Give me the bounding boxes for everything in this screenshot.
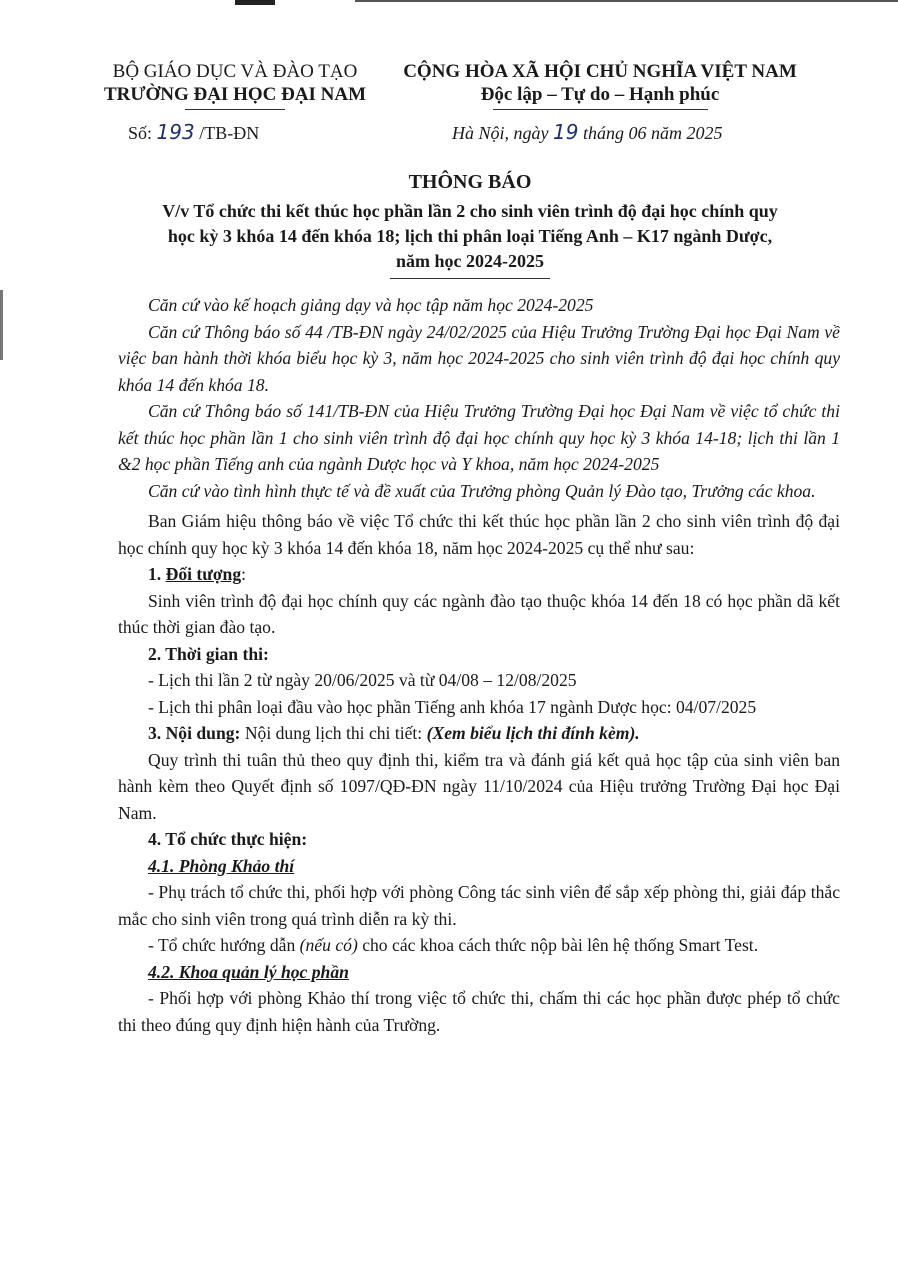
- legal-basis: Căn cứ vào tình hình thực tế và đề xuất của Trưởng phòng Quản lý Đào tạo, Trưởng các khoa.: [148, 480, 816, 501]
- scan-edge-left: [0, 290, 3, 360]
- section-4-heading: 4. Tổ chức thực hiện:: [148, 829, 308, 849]
- procedure-paragraph: Quy trình thi tuân thủ theo quy định thi, kiểm tra và đánh giá kết quả học tập của sinh viên ban hành kèm theo Quyết định số 1097/QĐ-ĐN ngày 11/10/2024 của Hiệu trưởng Trường Đại học Đại Nam.: [118, 749, 840, 823]
- exam-schedule-item: - Lịch thi lần 2 từ ngày 20/06/2025 và từ 04/08 – 12/08/2025: [148, 670, 577, 690]
- intro-paragraph: Ban Giám hiệu thông báo về việc Tổ chức thi kết thúc học phần lần 2 cho sinh viên trình độ đại học chính quy học kỳ 3 khóa 14 đến khóa 18, năm học 2024-2025 cụ thể như sau:: [118, 511, 840, 558]
- section-3-heading: 3. Nội dung:: [148, 723, 241, 743]
- section-title: Đối tượng: [165, 564, 242, 584]
- subject-line: học kỳ 3 khóa 14 đến khóa 18; lịch thi phân loại Tiếng Anh – K17 ngành Dược,: [167, 226, 773, 246]
- subsection-4-2-heading: 4.2. Khoa quản lý học phần: [148, 961, 349, 982]
- date-line: [452, 120, 722, 144]
- legal-basis: Căn cứ Thông báo số 141/TB-ĐN của Hiệu Trưởng Trường Đại học Đại Nam về việc tổ chức thi kết thúc học phần lần 1 cho sinh viên trình độ đại học chính quy học kỳ 3 khóa 14-18; lịch thi lần 1 &2 học phần Tiếng anh của ngành Dược học và Y khoa, năm học 2024-2025: [118, 401, 840, 474]
- date-suffix: tháng 06 năm 2025: [582, 123, 723, 143]
- motto-underline: [493, 109, 708, 110]
- task-text: - Tổ chức hướng dẫn: [148, 935, 296, 955]
- document-number: [128, 120, 259, 144]
- doc-no-prefix: Số:: [128, 123, 153, 143]
- section-2-heading: 2. Thời gian thi:: [148, 643, 269, 664]
- document-body: [118, 292, 840, 1038]
- scan-edge-top: [0, 0, 898, 6]
- task-item: [118, 932, 840, 959]
- document-subject: [110, 199, 830, 274]
- exam-schedule-item: - Lịch thi phân loại đầu vào học phần Tiếng anh khóa 17 ngành Dược học: 04/07/2025: [148, 696, 757, 717]
- university-name: TRƯỜNG ĐẠI HỌC ĐẠI NAM: [103, 84, 367, 105]
- section-1-heading: [118, 561, 840, 588]
- subject-line: V/v Tổ chức thi kết thúc học phần lần 2 cho sinh viên trình độ đại học chính quy: [162, 201, 778, 221]
- legal-basis: Căn cứ vào kế hoạch giảng dạy và học tập năm học 2024-2025: [148, 295, 594, 315]
- scan-mark: [235, 0, 275, 5]
- subject-underline: [390, 278, 550, 279]
- date-prefix: Hà Nội, ngày: [452, 123, 549, 143]
- ministry-name: BỘ GIÁO DỤC VÀ ĐÀO TẠO: [112, 61, 358, 82]
- legal-basis: Căn cứ Thông báo số 44 /TB-ĐN ngày 24/02/2025 của Hiệu Trưởng Trường Đại học Đại Nam về việc ban hành thời khóa biểu học kỳ 3, năm học 2024-2025 cho sinh viên trình độ đại học chính quy khóa 14 đến khóa 18.: [118, 321, 840, 395]
- date-day-handwritten: 19: [553, 120, 579, 144]
- section-3-text: Nội dung lịch thi chi tiết:: [244, 723, 423, 743]
- section-colon: :: [241, 564, 247, 584]
- national-motto: Độc lập – Tự do – Hạnh phúc: [480, 84, 720, 105]
- issuer-underline: [185, 109, 285, 110]
- task-note: (nếu có): [299, 935, 358, 955]
- task-item: - Phối hợp với phòng Khảo thí trong việc tổ chức thi, chấm thi các học phần được phép tổ chức thi theo đúng quy định hiện hành của Trường.: [118, 988, 840, 1035]
- section-1-text: Sinh viên trình độ đại học chính quy các ngành đào tạo thuộc khóa 14 đến 18 có học phần dã kết thúc thời gian đào tạo.: [118, 590, 840, 637]
- task-text: cho các khoa cách thức nộp bài lên hệ thống Smart Test.: [362, 935, 759, 955]
- attachment-note: (Xem biểu lịch thi đính kèm).: [426, 723, 640, 743]
- section-3: [118, 720, 840, 747]
- subsection-4-1-heading: 4.1. Phòng Khảo thí: [148, 855, 295, 876]
- doc-no-handwritten: 193: [156, 120, 195, 144]
- section-number: 1.: [148, 564, 162, 584]
- subject-line: năm học 2024-2025: [396, 251, 544, 271]
- document-title: THÔNG BÁO: [408, 171, 532, 193]
- national-header: [380, 60, 820, 110]
- republic-name: CỘNG HÒA XÃ HỘI CHỦ NGHĨA VIỆT NAM: [403, 61, 797, 82]
- doc-no-suffix: /TB-ĐN: [199, 123, 260, 143]
- task-item: - Phụ trách tổ chức thi, phối hợp với phòng Công tác sinh viên để sắp xếp phòng thi, giải đáp thắc mắc cho sinh viên trong quá trình diễn ra kỳ thi.: [118, 882, 840, 929]
- issuer-block: [90, 60, 380, 110]
- scan-line: [355, 0, 898, 2]
